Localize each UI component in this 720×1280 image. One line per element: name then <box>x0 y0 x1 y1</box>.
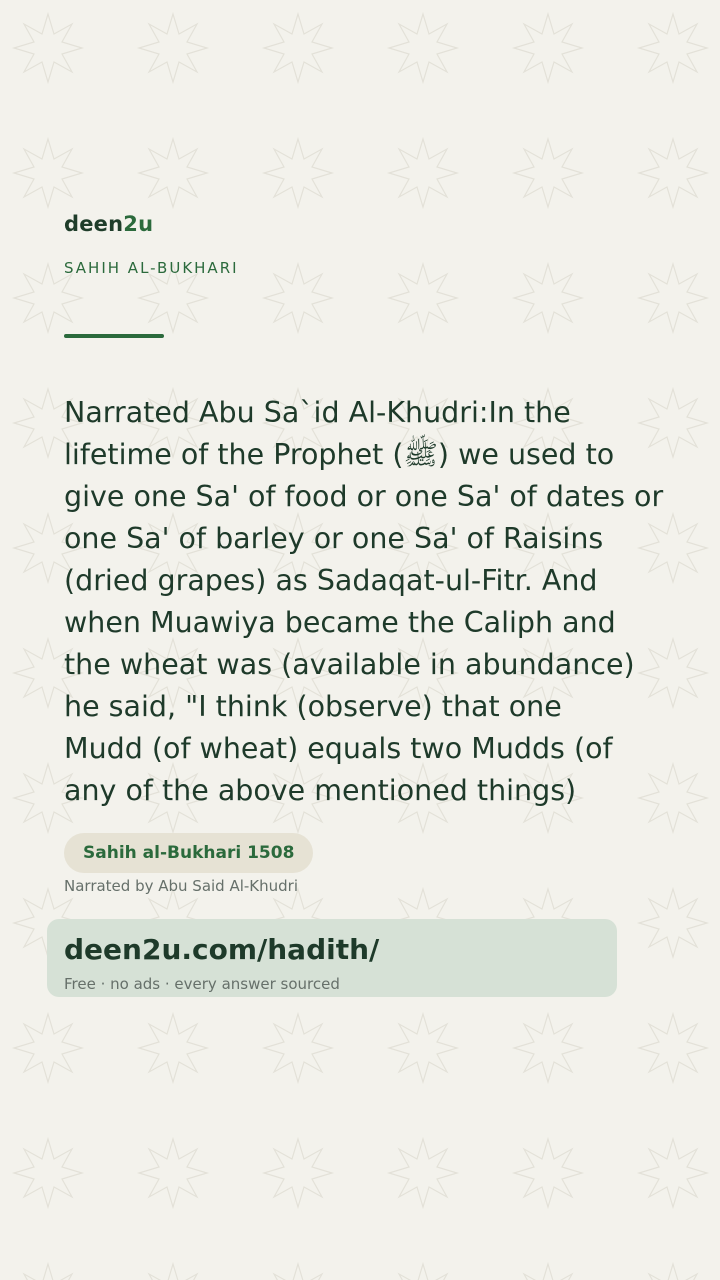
hadith-text: Narrated Abu Sa`id Al-Khudri:In the lifetime of the Prophet (ﷺ) we used to give one Sa' of food or one Sa' of dates or one Sa' of barley or one Sa' of Raisins (dried grapes) as Sadaqat-ul-Fitr. And when Muawiya became the Caliph and the wheat was (available in abundance) he said, "I think (observe) that one Mudd (of wheat) equals two Mudds (of any of the above mentioned things) <box>64 396 664 807</box>
cta-url[interactable]: deen2u.com/hadith/ <box>64 933 380 966</box>
divider-rule <box>64 334 164 338</box>
collection-label: SAHIH AL-BUKHARI <box>64 259 239 277</box>
reference-badge: Sahih al-Bukhari 1508 <box>64 833 313 873</box>
brand-name-main: deen <box>64 212 124 236</box>
cta-link-card[interactable] <box>47 919 617 997</box>
cta-tagline: Free · no ads · every answer sourced <box>64 975 340 993</box>
narrator-line: Narrated by Abu Said Al-Khudri <box>64 877 299 895</box>
brand-name-accent: 2u <box>123 212 154 236</box>
brand-logo <box>64 212 153 236</box>
